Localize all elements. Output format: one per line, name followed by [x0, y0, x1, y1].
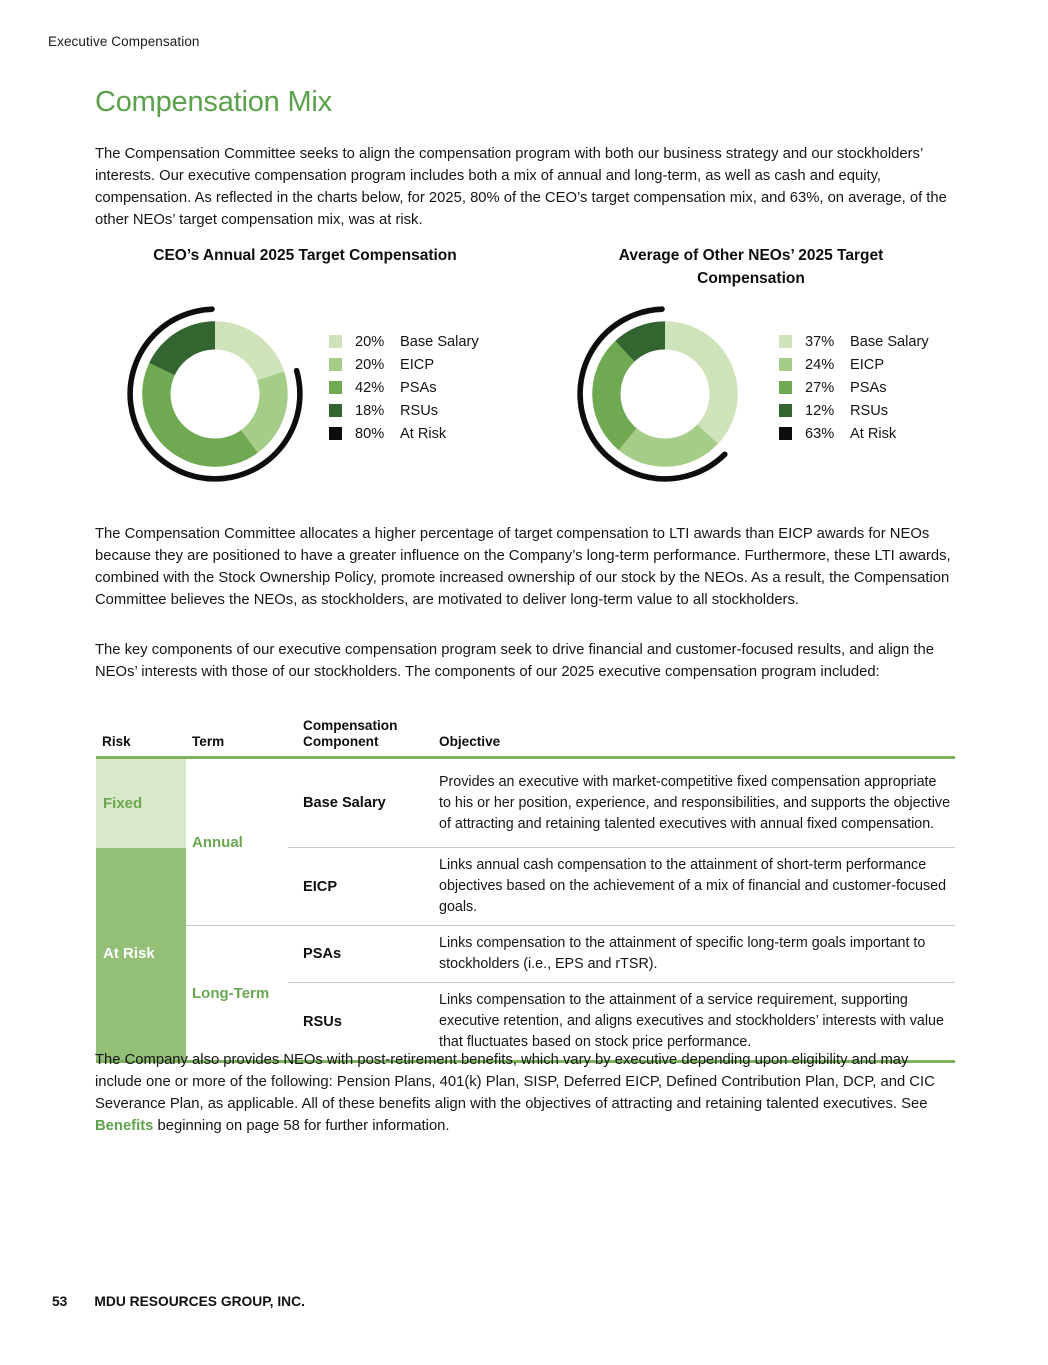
legend-percent: 37% [805, 333, 835, 350]
legend-label: Base Salary [400, 333, 479, 350]
company-name: MDU RESOURCES GROUP, INC. [94, 1294, 305, 1309]
benefits-link[interactable]: Benefits [95, 1118, 154, 1134]
legend-item [329, 330, 479, 353]
legend-item [329, 353, 479, 376]
header-component: Compensation Component [288, 716, 430, 758]
donut-chart-ceo [119, 298, 311, 490]
header-term: Term [186, 716, 288, 758]
risk-cell-fixed: Fixed [96, 758, 186, 848]
legend-item [779, 330, 929, 353]
legend-percent: 20% [355, 356, 385, 373]
intro-paragraph: The Compensation Committee seeks to align the compensation program with both our business strategy and our stockholders’ interests. Our executive compensation program includes both a mix of annual and long-term, as well as cash and equity, compensation. As reflected in the charts below, for 2025, 80% of the CEO’s target compensation mix, and 63%, on average, of the other NEOs’ target compensation mix, was at risk. [95, 146, 947, 228]
compensation-components-table [96, 716, 955, 1063]
chart-block [545, 244, 957, 490]
legend-label: PSAs [400, 379, 437, 396]
legend-percent: 42% [355, 379, 385, 396]
legend-swatch [329, 404, 342, 417]
component-cell-eicp: EICP [288, 848, 430, 926]
chart-title-neos: Average of Other NEOs’ 2025 Target Compensation [618, 247, 884, 287]
risk-cell-at-risk: At Risk [96, 848, 186, 1062]
legend-percent: 27% [805, 379, 835, 396]
component-cell-rsus: RSUs [288, 983, 430, 1062]
legend-swatch [329, 427, 342, 440]
legend-percent: 24% [805, 356, 835, 373]
chart-block [95, 244, 515, 490]
chart-legend [779, 330, 929, 490]
legend-label: At Risk [850, 425, 897, 442]
chart-body [95, 298, 515, 490]
lti-paragraph: The Compensation Committee allocates a higher percentage of target compensation to LTI awards than EICP awards for NEOs because they are positioned to have a greater influence on the Company’s long-term performance. Furthermore, these LTI awards, combined with the Stock Ownership Policy, promote increased ownership of our stock by the NEOs. As a result, the Compensation Committee believes the NEOs, as stockholders, are motivated to deliver long-term value to all stockholders. [95, 526, 951, 608]
legend-item [329, 376, 479, 399]
legend-item [779, 376, 929, 399]
legend-label: EICP [850, 356, 885, 373]
legend-label: PSAs [850, 379, 887, 396]
legend-percent: 63% [805, 425, 835, 442]
page-title: Compensation Mix [95, 86, 332, 118]
legend-percent: 12% [805, 402, 835, 419]
components-paragraph: The key components of our executive compensation program seek to drive financial and customer-focused results, and align the NEOs’ interests with those of our stockholders. The components of our 2025 executive compensation program included: [95, 642, 934, 680]
legend-label: Base Salary [850, 333, 929, 350]
legend-swatch [779, 358, 792, 371]
legend-item [779, 399, 929, 422]
legend-swatch [329, 358, 342, 371]
legend-swatch [329, 335, 342, 348]
objective-cell-eicp: Links annual cash compensation to the attainment of short-term performance objectives based on the achievement of a mix of financial and customer-focused goals. [430, 848, 955, 926]
legend-label: RSUs [400, 402, 439, 419]
legend-item [779, 353, 929, 376]
chart-legend [329, 330, 479, 490]
legend-label: RSUs [850, 402, 889, 419]
header-risk: Risk [96, 716, 186, 758]
legend-item [329, 399, 479, 422]
legend-item [779, 422, 929, 445]
objective-cell-psas: Links compensation to the attainment of specific long-term goals important to stockholders (i.e., EPS and rTSR). [430, 926, 955, 983]
benefits-paragraph [95, 1049, 957, 1137]
legend-swatch [779, 404, 792, 417]
charts-section [95, 244, 957, 490]
legend-percent: 18% [355, 402, 385, 419]
component-cell-base-salary: Base Salary [303, 795, 386, 811]
benefits-text-before: The Company also provides NEOs with post-retirement benefits, which vary by executive depending upon eligibility and may include one or more of the following: Pension Plans, 401(k) Plan, SISP, Deferred EICP, Defined Contribution Plan, DCP, and CIC Severance Plan, as applicable. All of these benefits align with the objectives of attracting and retaining talented executives. See [95, 1052, 935, 1112]
section-header: Executive Compensation [48, 34, 200, 49]
legend-item [329, 422, 479, 445]
term-cell-long-term: Long-Term [186, 926, 288, 1062]
chart-body [545, 298, 957, 490]
chart-title-ceo: CEO’s Annual 2025 Target Compensation [153, 247, 457, 264]
term-cell-annual: Annual [186, 758, 288, 926]
legend-swatch [329, 381, 342, 394]
table-row [96, 926, 955, 983]
legend-label: EICP [400, 356, 435, 373]
objective-cell-rsus: Links compensation to the attainment of a service requirement, supporting executive retention, and aligns executives and stockholders’ interests with value that fluctuates based on stock price performance. [430, 983, 955, 1062]
objective-cell-base-salary: Provides an executive with market-competitive fixed compensation appropriate to his or her position, experience, and responsibilities, and supports the objective of attracting and retaining talented executives with annual fixed compensation. [439, 773, 951, 832]
header-objective: Objective [430, 716, 955, 758]
table-row [96, 758, 955, 848]
table-header-row [96, 716, 955, 758]
legend-percent: 20% [355, 333, 385, 350]
legend-percent: 80% [355, 425, 385, 442]
benefits-text-after: beginning on page 58 for further information. [153, 1118, 450, 1134]
page-number: 53 [52, 1294, 68, 1309]
legend-swatch [779, 335, 792, 348]
page-footer [52, 1294, 305, 1309]
component-cell-psas: PSAs [288, 926, 430, 983]
legend-swatch [779, 381, 792, 394]
legend-swatch [779, 427, 792, 440]
donut-chart-neos [569, 298, 761, 490]
legend-label: At Risk [400, 425, 447, 442]
